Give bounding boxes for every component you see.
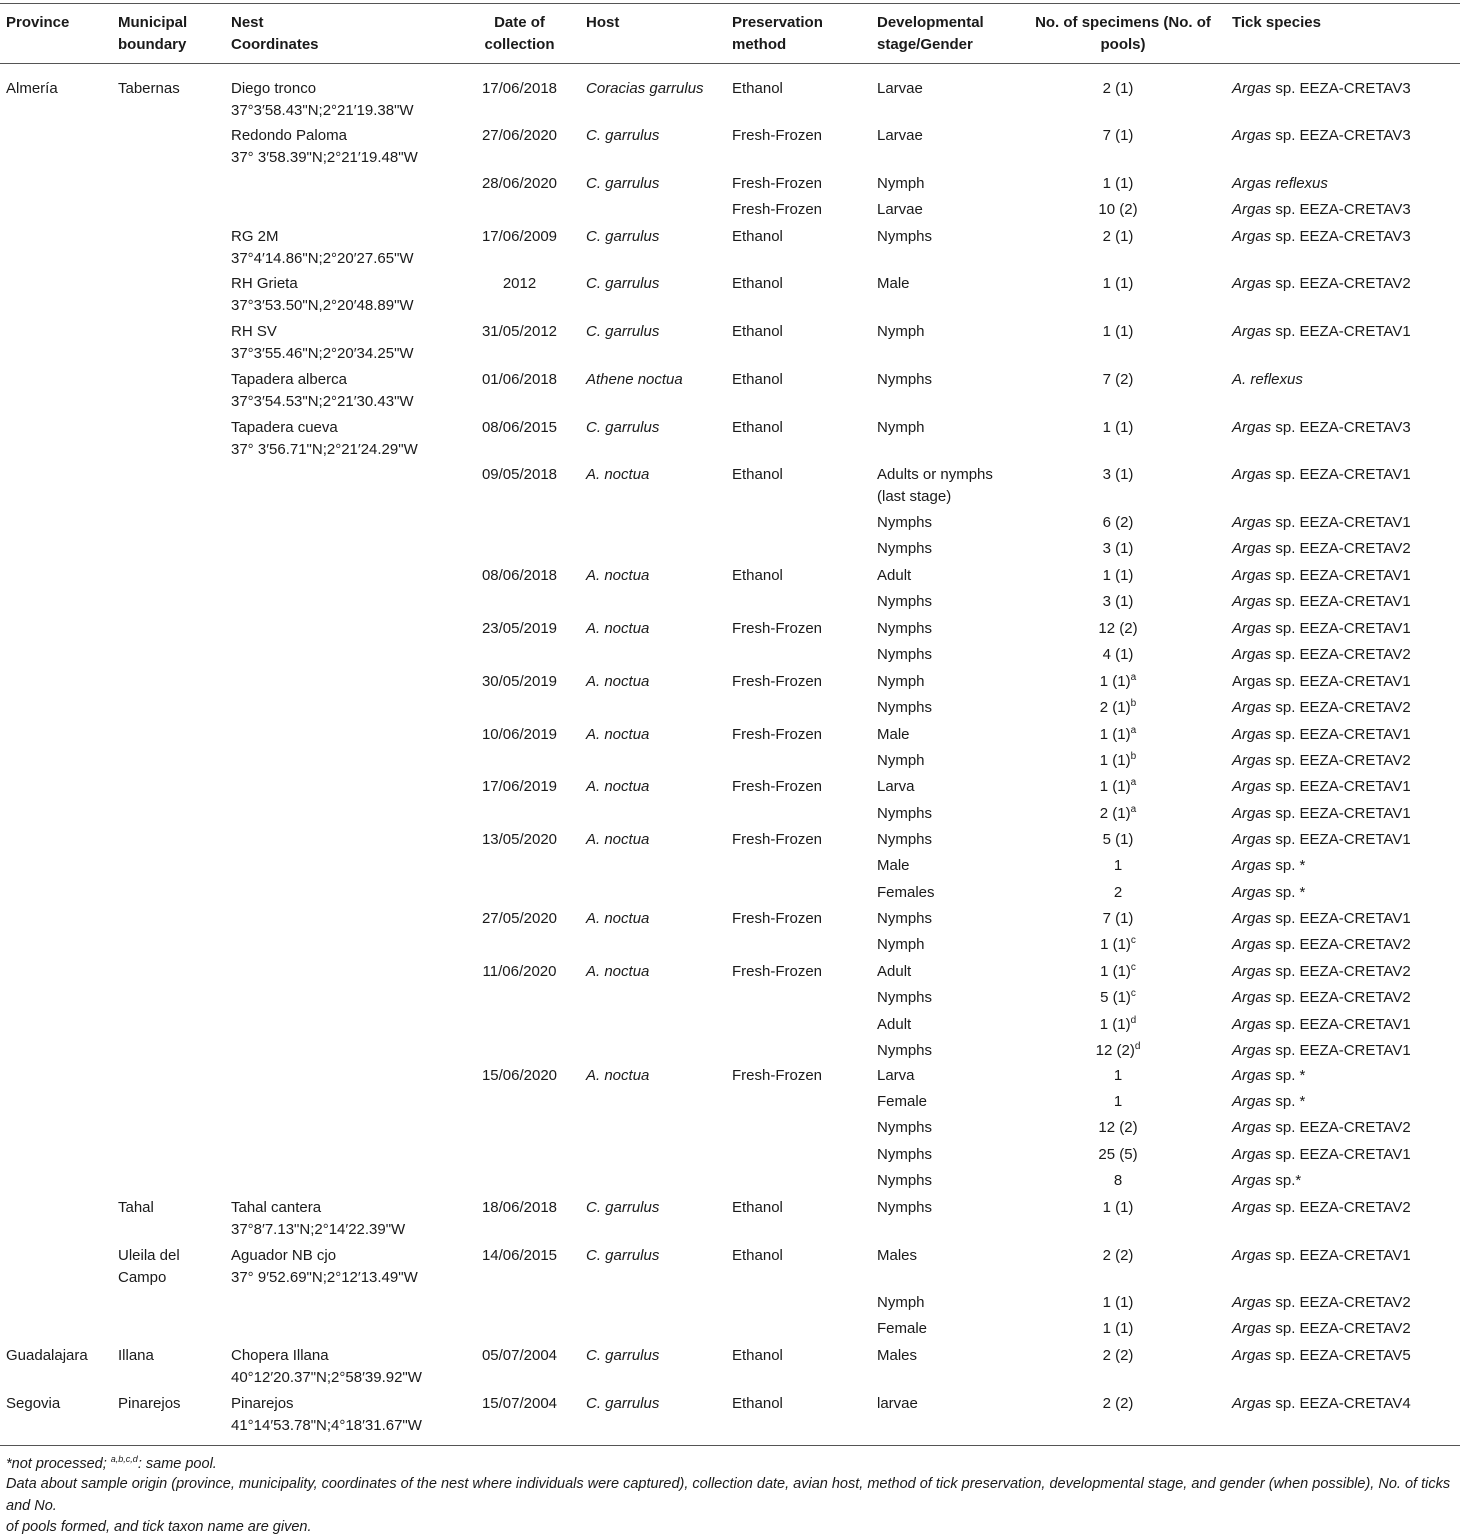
cell-date: 14/06/2015 [481, 1247, 558, 1264]
table-top-rule [0, 3, 1460, 4]
cell-preservation: Fresh-Frozen [732, 726, 823, 743]
cell-stage: Females [877, 884, 935, 901]
cell-host: C. garrulus [586, 127, 660, 144]
cell-stage: Nymphs [877, 805, 933, 822]
cell-stage: Nymphs [877, 371, 933, 388]
cell-tick-species: Argas sp. EEZA-CRETAV5 [1232, 1347, 1411, 1364]
cell-specimens: 2 (1) [1102, 228, 1134, 245]
cell-preservation: Fresh-Frozen [732, 201, 823, 218]
cell-tick-species: Argas sp. EEZA-CRETAV2 [1232, 1199, 1411, 1216]
cell-stage: Nymph [877, 419, 925, 436]
cell-tick-species: Argas sp. EEZA-CRETAV3 [1232, 201, 1411, 218]
cell-specimens: 2 $(1)^b$ [1099, 698, 1137, 716]
cell-specimens: 1 (1) [1102, 323, 1134, 340]
cell-stage: Nymphs [877, 620, 933, 637]
cell-stage: Female [877, 1320, 928, 1337]
cell-date: 27/05/2020 [481, 910, 558, 927]
cell-specimens: 1 $(1)^a$ [1099, 672, 1137, 690]
cell-specimens: 1 $(1)^d$ [1099, 1015, 1137, 1033]
cell-date: 17/06/2018 [481, 80, 558, 97]
cell-host: C. garrulus [586, 1247, 660, 1264]
cell-host: C. garrulus [586, 175, 660, 192]
cell-stage: Nymphs [877, 989, 933, 1006]
cell-tick-species: Argas sp. EEZA-CRETAV3 [1232, 80, 1411, 97]
cell-stage: Nymph [877, 1294, 925, 1311]
cell-host: C. garrulus [586, 419, 660, 436]
cell-municipality: Tabernas [118, 80, 180, 97]
header-host: Host [586, 14, 620, 31]
cell-preservation: Fresh-Frozen [732, 1067, 823, 1084]
cell-tick-species: Argas sp. EEZA-CRETAV1 [1232, 323, 1411, 340]
cell-specimens: 2 (2) [1102, 1247, 1134, 1264]
cell-stage: Nymph [877, 752, 925, 769]
cell-specimens: 5 $(1)^c$ [1100, 988, 1136, 1006]
cell-date: 11/06/2020 [482, 963, 557, 980]
cell-stage: Larvae [877, 80, 923, 97]
cell-tick-species: Argas sp. EEZA-CRETAV4 [1232, 1395, 1411, 1412]
cell-host: C. garrulus [586, 1199, 660, 1216]
cell-tick-species: Argas sp. EEZA-CRETAV3 [1232, 127, 1411, 144]
cell-stage: larvae [877, 1395, 918, 1412]
cell-stage: Male [877, 726, 910, 743]
cell-specimens: 1 (1) [1102, 567, 1134, 584]
cell-stage: Nymphs [877, 831, 933, 848]
cell-specimens: 1 $(1)^a$ [1099, 725, 1137, 743]
header-date-of-collection: Date of collection [484, 14, 555, 53]
cell-host: A. noctua [586, 466, 650, 483]
cell-specimens: 3 (1) [1102, 540, 1134, 557]
cell-preservation: Ethanol [732, 1247, 783, 1264]
cell-specimens: 1 (1) [1102, 275, 1134, 292]
cell-preservation: Fresh-Frozen [732, 127, 823, 144]
cell-specimens: 7 (1) [1102, 910, 1134, 927]
cell-preservation: Ethanol [732, 323, 783, 340]
cell-tick-species: Argas sp. EEZA-CRETAV1 [1232, 1042, 1411, 1059]
cell-specimens: 1 [1113, 1093, 1123, 1110]
cell-tick-species: Argas sp. EEZA-CRETAV1 [1232, 1146, 1411, 1163]
cell-preservation: Fresh-Frozen [732, 963, 823, 980]
cell-date: 17/06/2009 [481, 228, 558, 245]
cell-host: A. noctua [586, 567, 650, 584]
header-province: Province [6, 14, 70, 31]
cell-stage: Nymphs [877, 1199, 933, 1216]
cell-stage: Larvae [877, 127, 923, 144]
cell-province: Segovia [6, 1395, 61, 1412]
cell-date: 10/06/2019 [481, 726, 558, 743]
cell-tick-species: Argas sp. * [1232, 884, 1306, 901]
cell-nest-coordinates: RH Grieta 37°3′53.50"N,2°20′48.89"W [231, 275, 414, 314]
cell-stage: Larva [877, 778, 915, 795]
cell-host: A. noctua [586, 910, 650, 927]
cell-tick-species: Argas sp. EEZA-CRETAV1 [1232, 726, 1411, 743]
cell-tick-species: Argas sp. EEZA-CRETAV1 [1232, 1247, 1411, 1264]
cell-specimens: 12 (2) [1098, 620, 1138, 637]
cell-tick-species: Argas sp. * [1232, 857, 1306, 874]
cell-host: A. noctua [586, 1067, 650, 1084]
cell-stage: Nymphs [877, 593, 933, 610]
cell-stage: Male [877, 857, 910, 874]
cell-date: 15/07/2004 [481, 1395, 558, 1412]
cell-tick-species: Argas sp. EEZA-CRETAV3 [1232, 228, 1411, 245]
cell-municipality: Pinarejos [118, 1395, 181, 1412]
cell-date: 05/07/2004 [481, 1347, 558, 1364]
cell-specimens: 25 (5) [1098, 1146, 1138, 1163]
cell-nest-coordinates: Chopera Illana 40°12′20.37"N;2°58′39.92"W [231, 1347, 422, 1386]
cell-date: 08/06/2018 [481, 567, 558, 584]
cell-preservation: Ethanol [732, 466, 783, 483]
cell-tick-species: Argas sp. EEZA-CRETAV2 [1232, 936, 1411, 953]
cell-host: A. noctua [586, 963, 650, 980]
cell-tick-species: Argas sp. EEZA-CRETAV1 [1232, 620, 1411, 637]
cell-specimens: 7 (1) [1102, 127, 1134, 144]
cell-specimens: 2 (1) [1102, 80, 1134, 97]
cell-stage: Nymphs [877, 1172, 933, 1189]
cell-host: C. garrulus [586, 1395, 660, 1412]
cell-stage: Adult [877, 963, 912, 980]
cell-preservation: Fresh-Frozen [732, 831, 823, 848]
cell-specimens: 1 $(1)^b$ [1099, 751, 1137, 769]
cell-preservation: Ethanol [732, 567, 783, 584]
cell-preservation: Ethanol [732, 80, 783, 97]
cell-date: 30/05/2019 [481, 673, 558, 690]
cell-specimens: 3 (1) [1102, 466, 1134, 483]
header-tick-species: Tick species [1232, 14, 1321, 31]
cell-specimens: 1 [1113, 1067, 1123, 1084]
cell-preservation: Ethanol [732, 419, 783, 436]
cell-preservation: Ethanol [732, 1347, 783, 1364]
cell-preservation: Fresh-Frozen [732, 620, 823, 637]
cell-nest-coordinates: Diego tronco 37°3′58.43"N;2°21′19.38"W [231, 80, 414, 119]
cell-tick-species: Argas sp. EEZA-CRETAV1 [1232, 805, 1411, 822]
cell-tick-species: Argas sp. EEZA-CRETAV2 [1232, 646, 1411, 663]
cell-tick-species: Argas reflexus [1232, 175, 1328, 192]
cell-host: C. garrulus [586, 228, 660, 245]
cell-specimens: 2 [1113, 884, 1123, 901]
header-municipal-boundary: Municipal boundary [118, 14, 188, 53]
cell-date: 18/06/2018 [481, 1199, 558, 1216]
cell-specimens: 12 (2) [1098, 1119, 1138, 1136]
cell-specimens: 2 $(1)^a$ [1099, 804, 1137, 822]
header-developmental-stage: Developmental stage/Gender [877, 14, 984, 53]
cell-nest-coordinates: Pinarejos 41°14′53.78"N;4°18′31.67"W [231, 1395, 422, 1434]
cell-tick-species: Argas sp. EEZA-CRETAV2 [1232, 989, 1411, 1006]
cell-date: 13/05/2020 [481, 831, 558, 848]
cell-tick-species: Argas sp. EEZA-CRETAV1 [1232, 778, 1411, 795]
cell-nest-coordinates: RH SV 37°3′55.46"N;2°20′34.25"W [231, 323, 414, 362]
cell-tick-species: Argas sp. EEZA-CRETAV2 [1232, 540, 1411, 557]
cell-host: A. noctua [586, 673, 650, 690]
cell-specimens: 4 (1) [1102, 646, 1134, 663]
cell-stage: Males [877, 1247, 918, 1264]
cell-stage: Nymph [877, 323, 925, 340]
cell-specimens: 12 $(2)^d$ [1095, 1041, 1141, 1059]
cell-stage: Nymphs [877, 1042, 933, 1059]
cell-specimens: 1 (1) [1102, 1294, 1134, 1311]
cell-specimens: 1 $(1)^c$ [1100, 935, 1136, 953]
cell-date: 01/06/2018 [481, 371, 558, 388]
cell-specimens: 6 (2) [1102, 514, 1134, 531]
cell-stage: Nymphs [877, 646, 933, 663]
cell-stage: Nymphs [877, 540, 933, 557]
cell-host: C. garrulus [586, 323, 660, 340]
cell-stage: Nymphs [877, 1119, 933, 1136]
cell-municipality: Uleila del Campo [118, 1247, 180, 1286]
cell-specimens: 1 $(1)^c$ [1100, 962, 1136, 980]
header-no-of-specimens: No. of specimens (No. of pools) [1035, 14, 1211, 53]
cell-specimens: 1 $(1)^a$ [1099, 777, 1137, 795]
cell-tick-species: Argas sp. EEZA-CRETAV2 [1232, 699, 1411, 716]
cell-preservation: Fresh-Frozen [732, 175, 823, 192]
cell-specimens: 1 (1) [1102, 1199, 1134, 1216]
cell-tick-species: Argas sp. EEZA-CRETAV2 [1232, 1320, 1411, 1337]
cell-tick-species: Argas sp. EEZA-CRETAV1 [1232, 1016, 1411, 1033]
cell-date: 17/06/2019 [481, 778, 558, 795]
cell-preservation: Ethanol [732, 275, 783, 292]
cell-tick-species: Argas sp.* [1232, 1172, 1302, 1189]
cell-stage: Adult [877, 1016, 912, 1033]
cell-tick-species: Argas sp. EEZA-CRETAV2 [1232, 963, 1411, 980]
cell-tick-species: Argas sp. * [1232, 1067, 1306, 1084]
cell-stage: Adults or nymphs (last stage) [877, 466, 993, 505]
cell-host: A. noctua [586, 620, 650, 637]
cell-preservation: Fresh-Frozen [732, 778, 823, 795]
cell-tick-species: Argas sp. EEZA-CRETAV2 [1232, 752, 1411, 769]
cell-specimens: 1 (1) [1102, 175, 1134, 192]
cell-tick-species: Argas sp. EEZA-CRETAV1 [1232, 831, 1411, 848]
cell-date: 28/06/2020 [481, 175, 558, 192]
cell-preservation: Ethanol [732, 1395, 783, 1412]
cell-date: 27/06/2020 [481, 127, 558, 144]
cell-stage: Nymphs [877, 1146, 933, 1163]
cell-date: 09/05/2018 [481, 466, 558, 483]
cell-stage: Larvae [877, 201, 923, 218]
cell-tick-species: Argas sp. EEZA-CRETAV1 [1232, 910, 1411, 927]
cell-host: Athene noctua [586, 371, 683, 388]
cell-preservation: Ethanol [732, 371, 783, 388]
cell-specimens: 8 [1113, 1172, 1123, 1189]
cell-tick-species: Argas sp. EEZA-CRETAV1 [1232, 593, 1411, 610]
cell-stage: Nymph [877, 936, 925, 953]
cell-host: A. noctua [586, 778, 650, 795]
cell-nest-coordinates: Tahal cantera 37°8′7.13"N;2°14′22.39"W [231, 1199, 406, 1238]
footnote-caption: Data about sample origin (province, municipality, coordinates of the nest where individuals were captured), collection date, avian host, method of tick preservation, developmental stage, and gender (when possible), No. of ticks and No. of pools formed, and tick taxon name are given. [6, 1476, 1451, 1535]
cell-specimens: 7 (2) [1102, 371, 1134, 388]
cell-stage: Nymphs [877, 514, 933, 531]
cell-stage: Nymph [877, 673, 925, 690]
cell-preservation: Fresh-Frozen [732, 673, 823, 690]
cell-province: Almería [6, 80, 58, 97]
cell-specimens: 2 (2) [1102, 1347, 1134, 1364]
cell-stage: Male [877, 275, 910, 292]
cell-stage: Larva [877, 1067, 915, 1084]
cell-stage: Nymphs [877, 910, 933, 927]
cell-host: Coracias garrulus [586, 80, 704, 97]
cell-preservation: Ethanol [732, 228, 783, 245]
cell-date: 08/06/2015 [481, 419, 558, 436]
cell-nest-coordinates: Redondo Paloma 37° 3′58.39"N;2°21′19.48"W [231, 127, 418, 166]
cell-nest-coordinates: RG 2M 37°4′14.86"N;2°20′27.65"W [231, 228, 414, 267]
cell-tick-species: Argas sp. EEZA-CRETAV2 [1232, 275, 1411, 292]
cell-tick-species: Argas sp. EEZA-CRETAV2 [1232, 1119, 1411, 1136]
table-bottom-rule [0, 1445, 1460, 1446]
cell-municipality: Tahal [118, 1199, 154, 1216]
cell-province: Guadalajara [6, 1347, 88, 1364]
cell-date: 31/05/2012 [481, 323, 558, 340]
header-preservation-method: Preservation method [732, 14, 823, 53]
cell-tick-species: Argas sp. EEZA-CRETAV1 [1232, 514, 1411, 531]
header-bottom-rule [0, 63, 1460, 64]
cell-tick-species: A. reflexus [1232, 371, 1303, 388]
cell-tick-species: Argas sp. EEZA-CRETAV1 [1232, 673, 1411, 690]
cell-stage: Adult [877, 567, 912, 584]
cell-host: C. garrulus [586, 1347, 660, 1364]
cell-municipality: Illana [118, 1347, 154, 1364]
cell-stage: Female [877, 1093, 928, 1110]
cell-tick-species: Argas sp. EEZA-CRETAV3 [1232, 419, 1411, 436]
cell-date: 2012 [502, 275, 537, 292]
cell-specimens: 2 (2) [1102, 1395, 1134, 1412]
cell-nest-coordinates: Aguador NB cjo 37° 9′52.69"N;2°12′13.49"W [231, 1247, 418, 1286]
cell-specimens: 1 (1) [1102, 419, 1134, 436]
cell-preservation: Ethanol [732, 1199, 783, 1216]
cell-specimens: 1 (1) [1102, 1320, 1134, 1337]
cell-nest-coordinates: Tapadera alberca 37°3′54.53"N;2°21′30.43"W [231, 371, 414, 410]
cell-specimens: 10 (2) [1098, 201, 1138, 218]
cell-stage: Nymph [877, 175, 925, 192]
footnote-not-processed: *not processed; $^{a,b,c,d}$: same pool. [6, 1454, 217, 1472]
cell-stage: Nymphs [877, 228, 933, 245]
cell-specimens: 3 (1) [1102, 593, 1134, 610]
cell-tick-species: Argas sp. EEZA-CRETAV1 [1232, 466, 1411, 483]
cell-stage: Nymphs [877, 699, 933, 716]
cell-tick-species: Argas sp. EEZA-CRETAV1 [1232, 567, 1411, 584]
cell-date: 23/05/2019 [481, 620, 558, 637]
cell-host: A. noctua [586, 831, 650, 848]
cell-host: A. noctua [586, 726, 650, 743]
cell-tick-species: Argas sp. EEZA-CRETAV2 [1232, 1294, 1411, 1311]
cell-specimens: 1 [1113, 857, 1123, 874]
header-nest-coordinates: Nest Coordinates [231, 14, 319, 53]
cell-nest-coordinates: Tapadera cueva 37° 3′56.71"N;2°21′24.29"W [231, 419, 418, 458]
cell-preservation: Fresh-Frozen [732, 910, 823, 927]
cell-date: 15/06/2020 [481, 1067, 558, 1084]
cell-host: C. garrulus [586, 275, 660, 292]
cell-stage: Males [877, 1347, 918, 1364]
cell-specimens: 5 (1) [1102, 831, 1134, 848]
cell-tick-species: Argas sp. * [1232, 1093, 1306, 1110]
